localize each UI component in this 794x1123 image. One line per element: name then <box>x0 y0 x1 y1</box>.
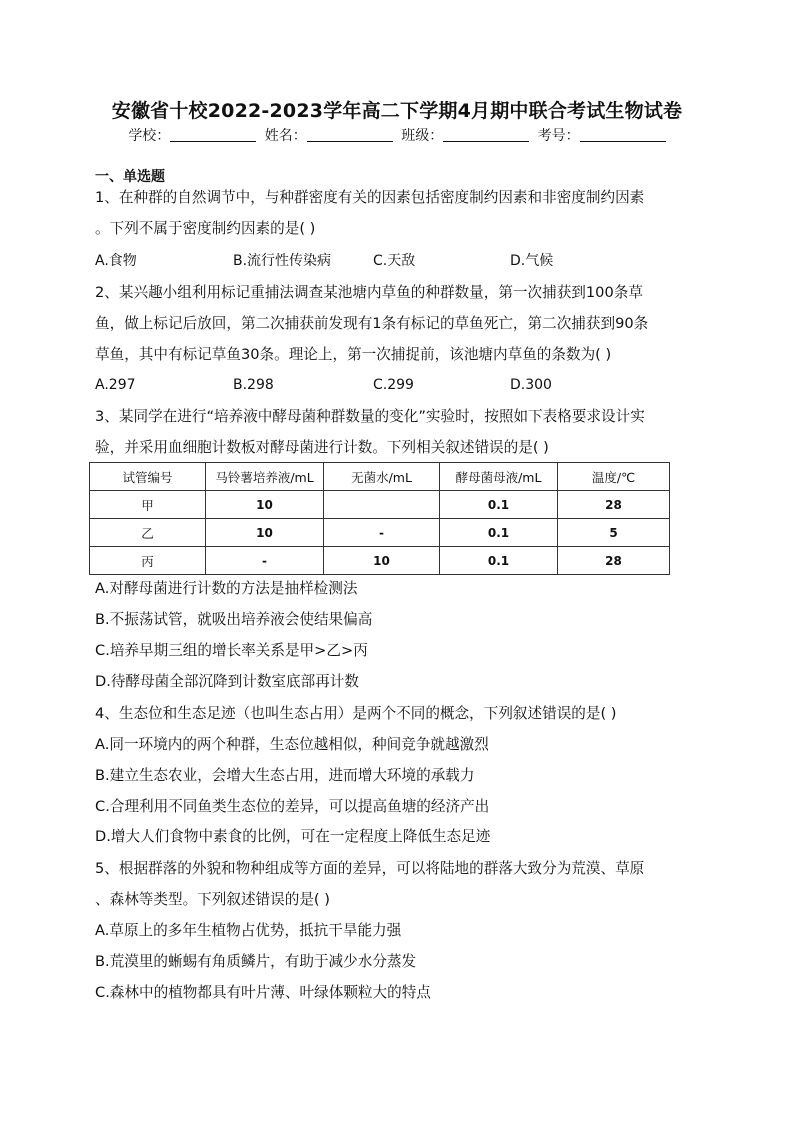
q3-option-c[interactable]: C.培养早期三组的增长率关系是甲>乙>丙 <box>95 642 368 659</box>
table-cell: 0.1 <box>440 519 558 547</box>
q1-option-d[interactable]: D.气候 <box>510 253 554 269</box>
exam-number-blank[interactable] <box>580 127 666 142</box>
q3-line-1: 3、某同学在进行“培养液中酵母菌种群数量的变化”实验时，按照如下表格要求设计实 <box>95 408 645 425</box>
class-label: 班级： <box>401 128 444 144</box>
q1-line-2: 。下列不属于密度制约因素的是( ) <box>95 220 316 237</box>
q5-option-a[interactable]: A.草原上的多年生植物占优势，抵抗干旱能力强 <box>95 922 402 939</box>
table-header-cell: 无菌水/mL <box>324 463 440 491</box>
name-label: 姓名： <box>264 128 307 144</box>
table-cell: 乙 <box>90 519 206 547</box>
q2-line-3: 草鱼，其中有标记草鱼30条。理论上，第一次捕捉前，该池塘内草鱼的条数为( ) <box>95 346 612 363</box>
table-cell: 甲 <box>90 491 206 519</box>
table-cell: 28 <box>558 547 670 575</box>
q5-line-1: 5、根据群落的外貌和物种组成等方面的差异，可以将陆地的群落大致分为荒漠、草原 <box>95 860 645 877</box>
school-blank[interactable] <box>170 127 256 142</box>
exam-title: 安徽省十校2022-2023学年高二下学期4月期中联合考试生物试卷 <box>111 100 683 122</box>
exam-number-label: 考号： <box>537 128 580 144</box>
q3-line-2: 验，并采用血细胞计数板对酵母菌进行计数。下列相关叙述错误的是( ) <box>95 439 549 456</box>
table-cell: 5 <box>558 519 670 547</box>
table-cell: 0.1 <box>440 491 558 519</box>
q4-option-d[interactable]: D.增大人们食物中素食的比例，可在一定程度上降低生态足迹 <box>95 828 491 845</box>
section-heading: 一、单选题 <box>95 169 165 185</box>
school-label: 学校： <box>128 128 171 144</box>
q1-option-c[interactable]: C.天敌 <box>373 253 416 269</box>
table-cell: - <box>324 519 440 547</box>
q1-option-a[interactable]: A.食物 <box>95 253 137 269</box>
table-cell: 丙 <box>90 547 206 575</box>
table-header-cell: 试管编号 <box>90 463 206 491</box>
q2-option-d[interactable]: D.300 <box>510 377 552 393</box>
class-blank[interactable] <box>443 127 529 142</box>
table-header-cell: 酵母菌母液/mL <box>440 463 558 491</box>
q2-option-a[interactable]: A.297 <box>95 377 136 393</box>
q2-option-b[interactable]: B.298 <box>233 377 274 393</box>
table-cell: 28 <box>558 491 670 519</box>
q5-option-b[interactable]: B.荒漠里的蜥蜴有角质鳞片，有助于减少水分蒸发 <box>95 953 417 970</box>
q4-option-b[interactable]: B.建立生态农业，会增大生态占用，进而增大环境的承载力 <box>95 767 475 784</box>
q3-option-b[interactable]: B.不振荡试管，就吸出培养液会使结果偏高 <box>95 611 373 628</box>
q1-line-1: 1、在种群的自然调节中，与种群密度有关的因素包括密度制约因素和非密度制约因素 <box>95 189 645 206</box>
q4-option-c[interactable]: C.合理利用不同鱼类生态位的差异，可以提高鱼塘的经济产出 <box>95 798 490 815</box>
table-cell: 10 <box>324 547 440 575</box>
table-row <box>90 547 670 575</box>
name-blank[interactable] <box>307 127 393 142</box>
q3-option-a[interactable]: A.对酵母菌进行计数的方法是抽样检测法 <box>95 580 358 597</box>
table-row <box>90 519 670 547</box>
table-cell: 10 <box>206 519 324 547</box>
table-header-cell: 马铃薯培养液/mL <box>206 463 324 491</box>
q2-line-2: 鱼，做上标记后放回，第二次捕获前发现有1条有标记的草鱼死亡，第二次捕获到90条 <box>95 315 649 332</box>
table-cell: - <box>206 547 324 575</box>
table-header-row <box>90 463 670 491</box>
student-info-row <box>0 125 794 145</box>
q5-line-2: 、森林等类型。下列叙述错误的是( ) <box>95 891 330 908</box>
q5-option-c[interactable]: C.森林中的植物都具有叶片薄、叶绿体颗粒大的特点 <box>95 984 431 1001</box>
q4-line-1: 4、生态位和生态足迹（也叫生态占用）是两个不同的概念，下列叙述错误的是( ) <box>95 705 617 722</box>
q2-line-1: 2、某兴趣小组利用标记重捕法调查某池塘内草鱼的种群数量，第一次捕获到100条草 <box>95 284 643 301</box>
table-cell: 0.1 <box>440 547 558 575</box>
q1-option-b[interactable]: B.流行性传染病 <box>233 253 332 269</box>
table-cell: 10 <box>206 491 324 519</box>
table-cell <box>324 491 440 519</box>
q2-option-c[interactable]: C.299 <box>373 377 414 393</box>
q4-option-a[interactable]: A.同一环境内的两个种群，生态位越相似，种间竞争就越激烈 <box>95 736 489 753</box>
experiment-table <box>89 462 670 575</box>
table-header-cell: 温度/℃ <box>558 463 670 491</box>
q3-option-d[interactable]: D.待酵母菌全部沉降到计数室底部再计数 <box>95 673 359 690</box>
table-row <box>90 491 670 519</box>
